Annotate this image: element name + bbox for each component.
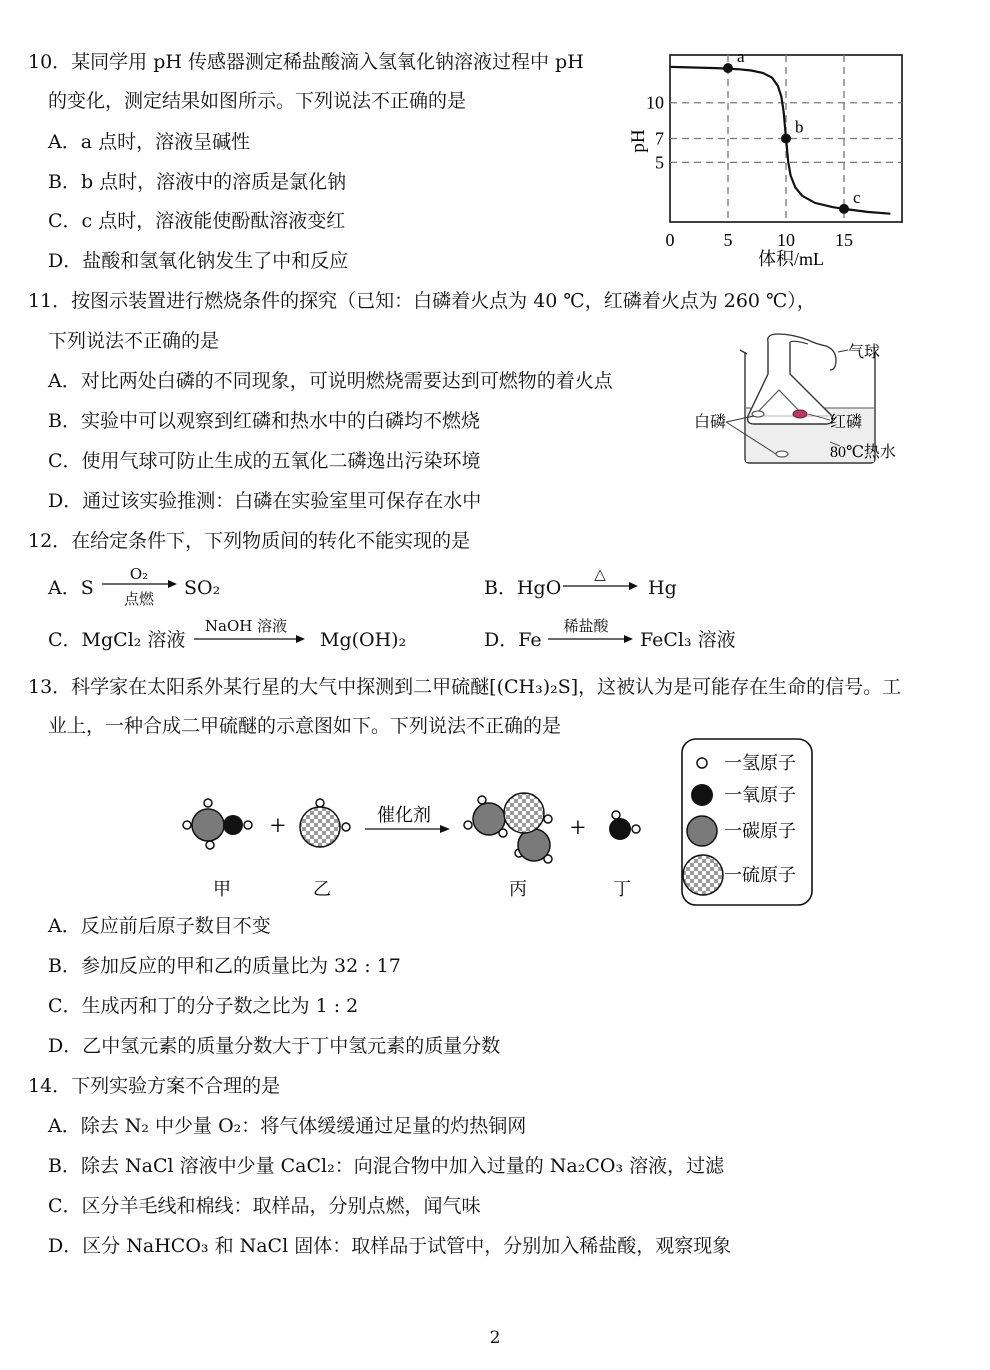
- q12-d-product: FeCl₃ 溶液: [640, 629, 736, 651]
- label-bing: 丙: [509, 879, 527, 899]
- label-hot-water: 80℃热水: [830, 444, 896, 461]
- plus-2: +: [570, 813, 586, 844]
- y-tick-5: 5: [655, 152, 664, 173]
- q10-option-c: C．c 点时，溶液能使酚酞溶液变红: [48, 210, 346, 232]
- legend-carbon-swatch: [687, 816, 717, 846]
- q11-option-d: D．通过该实验推测：白磷在实验室里可保存在水中: [48, 490, 482, 512]
- q10-option-d: D．盐酸和氢氧化钠发生了中和反应: [48, 250, 349, 272]
- point-label-c: c: [853, 187, 861, 207]
- point-label-b: b: [795, 117, 804, 137]
- q12-d-arrow: [548, 633, 634, 645]
- q13-option-b: B．参加反应的甲和乙的质量比为 32 : 17: [48, 955, 401, 977]
- q12-stem: 12．在给定条件下，下列物质间的转化不能实现的是: [28, 530, 471, 552]
- q14-option-d: D．区分 NaHCO₃ 和 NaCl 固体：取样品于试管中，分别加入稀盐酸，观察现象: [48, 1235, 732, 1257]
- q11-option-c: C．使用气球可防止生成的五氧化二磷逸出污染环境: [48, 450, 481, 472]
- legend-oxygen-swatch: [691, 784, 713, 806]
- q12-b-condition-top: △: [594, 565, 606, 583]
- q13-option-d: D．乙中氢元素的质量分数大于丁中氢元素的质量分数: [48, 1035, 501, 1057]
- q13-stem-line1: 13．科学家在太阳系外某行星的大气中探测到二甲硫醚[(CH₃)₂S]，这被认为是可能存在生命的信号。工: [28, 676, 902, 698]
- label-balloon: 气球: [848, 344, 881, 361]
- legend-carbon: 一碳原子: [724, 821, 796, 841]
- y-axis-label: pH: [628, 129, 649, 153]
- q12-a-arrow: [102, 578, 178, 590]
- q12-c-arrow: [194, 633, 306, 645]
- label-ding: 丁: [613, 879, 631, 899]
- molecule-ding: [609, 811, 640, 840]
- red-phosphorus: [793, 410, 807, 418]
- q14-option-b: B．除去 NaCl 溶液中少量 CaCl₂：向混合物中加入过量的 Na₂CO₃ 溶液，过滤: [48, 1155, 725, 1177]
- molecule-jia: [183, 799, 252, 849]
- x-tick-5: 5: [723, 230, 733, 250]
- molecule-bing: [464, 793, 552, 863]
- q10-option-b: B．b 点时，溶液中的溶质是氯化钠: [48, 171, 347, 193]
- label-red-phosphorus: 红磷: [830, 414, 863, 431]
- legend-sulfur-swatch: [683, 855, 723, 895]
- white-phosphorus-in-water: [776, 451, 788, 457]
- q12-c-reactant: C．MgCl₂ 溶液: [48, 629, 186, 651]
- label-jia: 甲: [213, 879, 231, 899]
- q12-d-condition-top: 稀盐酸: [563, 617, 609, 635]
- ph-titration-chart: [620, 45, 920, 275]
- q12-b-arrow: [563, 580, 639, 592]
- q12-c-product: Mg(OH)₂: [320, 629, 407, 651]
- point-b: [781, 134, 791, 144]
- q12-a-product: SO₂: [184, 577, 221, 599]
- legend-hydrogen-swatch: [697, 758, 707, 768]
- q11-stem-line1: 11．按图示装置进行燃烧条件的探究（已知：白磷着火点为 40 ℃，红磷着火点为 260 ℃），: [28, 290, 816, 312]
- legend-hydrogen: 一氢原子: [724, 753, 796, 773]
- q12-a-condition-bottom: 点燃: [123, 590, 154, 608]
- q14-option-c: C．区分羊毛线和棉线：取样品，分别点燃，闻气味: [48, 1195, 481, 1217]
- q12-a-condition-top: O₂: [129, 565, 149, 583]
- q11-option-a: A．对比两处白磷的不同现象，可说明燃烧需要达到可燃物的着火点: [48, 370, 613, 392]
- combustion-apparatus-figure: [690, 330, 920, 470]
- x-tick-15: 15: [835, 230, 853, 250]
- point-c: [839, 204, 849, 214]
- q13-option-c: C．生成丙和丁的分子数之比为 1 : 2: [48, 995, 359, 1017]
- molecule-yi: [300, 799, 350, 847]
- q11-option-b: B．实验中可以观察到红磷和热水中的白磷均不燃烧: [48, 410, 480, 432]
- point-label-a: a: [737, 47, 745, 67]
- q13-option-a: A．反应前后原子数目不变: [48, 915, 271, 937]
- q14-option-a: A．除去 N₂ 中少量 O₂：将气体缓缓通过足量的灼热铜网: [48, 1115, 527, 1137]
- q10-option-a: A．a 点时，溶液呈碱性: [48, 131, 251, 153]
- q13-stem-line2: 业上，一种合成二甲硫醚的示意图如下。下列说法不正确的是: [48, 715, 562, 737]
- legend-sulfur: 一硫原子: [724, 865, 796, 885]
- q12-a-reactant: A．S: [48, 577, 94, 599]
- q12-c-condition-top: NaOH 溶液: [204, 617, 288, 635]
- catalyst-label: 催化剂: [377, 805, 431, 825]
- x-tick-labels: [666, 230, 854, 250]
- q12-b-reactant: B．HgO: [484, 577, 562, 599]
- molecule-reaction-diagram: [170, 735, 820, 910]
- q12-d-reactant: D．Fe: [484, 629, 542, 651]
- page-number: 2: [489, 1328, 501, 1348]
- point-a: [723, 63, 733, 73]
- label-white-phosphorus: 白磷: [694, 414, 727, 431]
- legend-oxygen: 一氧原子: [724, 785, 796, 805]
- q10-stem-line1: 10．某同学用 pH 传感器测定稀盐酸滴入氢氧化钠溶液过程中 pH: [28, 51, 584, 73]
- q11-stem-line2: 下列说法不正确的是: [48, 330, 220, 352]
- q14-stem: 14．下列实验方案不合理的是: [28, 1075, 281, 1097]
- q12-b-product: Hg: [648, 577, 677, 599]
- q10-stem-line2: 的变化，测定结果如图所示。下列说法不正确的是: [48, 90, 467, 112]
- atom-legend: [682, 739, 812, 905]
- label-yi: 乙: [313, 879, 331, 899]
- x-axis-label: 体积/mL: [758, 249, 824, 269]
- y-tick-7: 7: [655, 128, 664, 149]
- chart-points: [723, 47, 861, 214]
- y-tick-10: 10: [646, 92, 664, 113]
- x-tick-10: 10: [777, 230, 795, 250]
- x-tick-0: 0: [665, 230, 675, 250]
- plus-1: +: [270, 811, 286, 842]
